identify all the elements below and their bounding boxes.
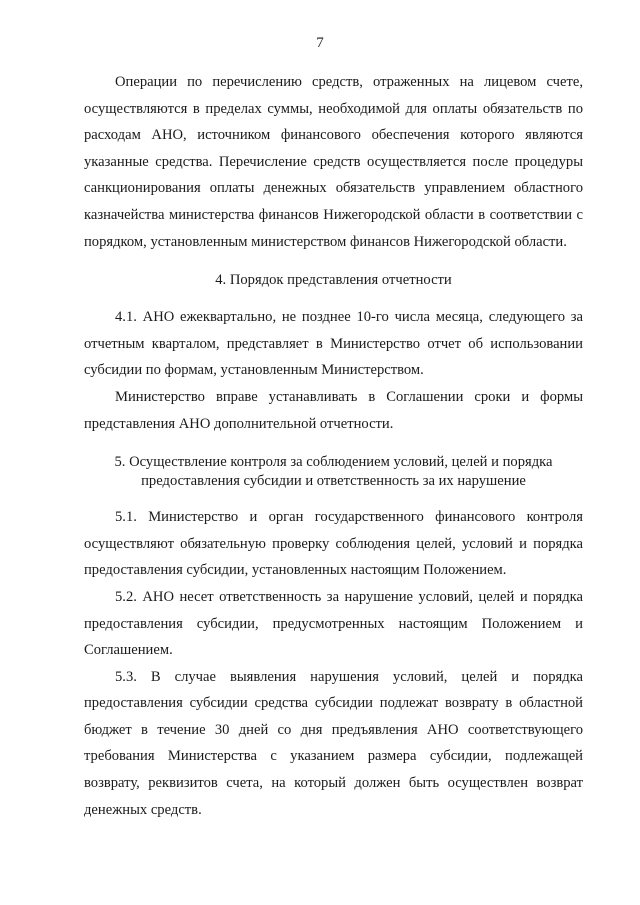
paragraph-5-1: 5.1. Министерство и орган государственного финансового контроля осуществляют обязательную проверку соблюдения целей, условий и порядка предоставления субсидии, установленных настоящим Положением. — [84, 509, 583, 579]
page-number: 7 — [316, 35, 324, 51]
section-4-heading: 4. Порядок представления отчетности — [215, 272, 452, 289]
document-body — [84, 69, 583, 823]
paragraph-5-3: 5.3. В случае выявления нарушения условий, целей и порядка предоставления субсидии средства субсидии подлежат возврату в областной бюджет в течение 30 дней со дня предъявления АНО соответствующего требования Министерства с указанием размера субсидии, подлежащей возврату, реквизитов счета, на который должен быть осуществлен возврат денежных средств. — [84, 668, 583, 818]
paragraph-4-2: Министерство вправе устанавливать в Соглашении сроки и формы представления АНО дополнительной отчетности. — [84, 388, 583, 432]
paragraph-4-1: 4.1. АНО ежеквартально, не позднее 10-го числа месяца, следующего за отчетным кварталом, представляет в Министерство отчет об использовании субсидии по формам, установленным Министерством. — [84, 309, 583, 379]
section-5-heading-line-2: предоставления субсидии и ответственность за их нарушение — [141, 473, 526, 490]
section-5-heading — [84, 453, 583, 491]
paragraph-intro: Операции по перечислению средств, отраженных на лицевом счете, осуществляются в пределах суммы, необходимой для оплаты обязательств по расходам АНО, источником финансового обеспечения которого являются указанные средства. Перечисление средств осуществляется после процедуры санкционирования оплаты денежных обязательств управлением областного казначейства министерства финансов Нижегородской области в соответствии с порядком, установленным министерством финансов Нижегородской области. — [84, 74, 583, 250]
paragraph-5-2: 5.2. АНО несет ответственность за нарушение условий, целей и порядка предоставления субсидии, предусмотренных настоящим Положением и Соглашением. — [84, 588, 583, 659]
section-5-heading-line-1: 5. Осуществление контроля за соблюдением условий, целей и порядка — [114, 454, 553, 471]
